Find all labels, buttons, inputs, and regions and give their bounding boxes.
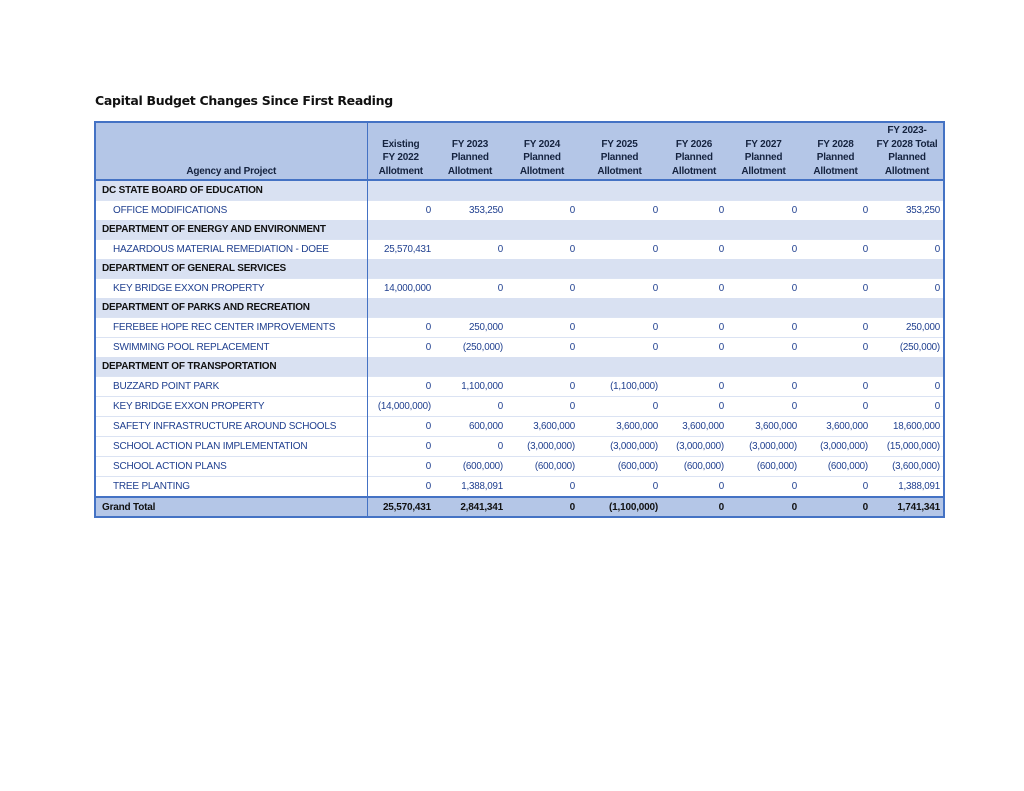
project-name: OFFICE MODIFICATIONS: [95, 201, 367, 221]
agency-row-filler: [506, 298, 578, 318]
project-value: 0: [871, 377, 944, 397]
project-value: 0: [661, 477, 727, 498]
project-value: 3,600,000: [800, 417, 871, 437]
column-header-fy2024: FY 2024 Planned Allotment: [506, 122, 578, 180]
project-value: 0: [871, 279, 944, 299]
grand-total-value: 0: [727, 497, 800, 517]
agency-row-filler: [506, 357, 578, 377]
agency-row-filler: [727, 298, 800, 318]
project-value: (3,000,000): [727, 437, 800, 457]
project-value: 0: [506, 338, 578, 358]
project-row: [95, 377, 944, 397]
project-value: 0: [578, 279, 661, 299]
project-value: 0: [367, 377, 434, 397]
agency-row-filler: [367, 220, 434, 240]
grand-total-value: 1,741,341: [871, 497, 944, 517]
project-value: 3,600,000: [727, 417, 800, 437]
agency-row-filler: [578, 298, 661, 318]
project-value: 353,250: [434, 201, 506, 221]
project-value: 0: [800, 318, 871, 338]
project-value: 0: [727, 201, 800, 221]
project-value: 1,388,091: [871, 477, 944, 498]
project-name: KEY BRIDGE EXXON PROPERTY: [95, 397, 367, 417]
project-row: [95, 338, 944, 358]
project-value: 0: [800, 279, 871, 299]
agency-row-filler: [800, 357, 871, 377]
agency-row-filler: [434, 180, 506, 201]
project-value: 0: [578, 318, 661, 338]
project-value: 0: [578, 201, 661, 221]
agency-row-filler: [434, 298, 506, 318]
grand-total-value: 2,841,341: [434, 497, 506, 517]
column-header-fy2026: FY 2026 Planned Allotment: [661, 122, 727, 180]
column-header-fy2025: FY 2025 Planned Allotment: [578, 122, 661, 180]
project-value: 0: [800, 377, 871, 397]
project-value: 0: [800, 397, 871, 417]
agency-row-filler: [800, 180, 871, 201]
project-value: (600,000): [506, 457, 578, 477]
grand-total-label: Grand Total: [95, 497, 367, 517]
table-body: [95, 180, 944, 497]
agency-row-filler: [661, 259, 727, 279]
capital-budget-table: [94, 121, 945, 518]
project-value: 0: [367, 318, 434, 338]
agency-row-filler: [367, 259, 434, 279]
project-value: 0: [661, 377, 727, 397]
grand-total-value: 25,570,431: [367, 497, 434, 517]
project-value: 0: [578, 477, 661, 498]
project-value: 0: [727, 397, 800, 417]
project-value: 0: [661, 240, 727, 260]
project-row: [95, 477, 944, 498]
project-value: 0: [578, 338, 661, 358]
project-row: [95, 279, 944, 299]
agency-name: DC STATE BOARD OF EDUCATION: [95, 180, 367, 201]
project-value: 1,100,000: [434, 377, 506, 397]
project-value: (3,000,000): [661, 437, 727, 457]
project-value: (3,000,000): [506, 437, 578, 457]
agency-row-filler: [506, 220, 578, 240]
agency-row-filler: [800, 259, 871, 279]
project-value: 0: [661, 318, 727, 338]
agency-row-filler: [578, 357, 661, 377]
project-value: 0: [578, 240, 661, 260]
agency-row: [95, 357, 944, 377]
project-name: FEREBEE HOPE REC CENTER IMPROVEMENTS: [95, 318, 367, 338]
column-header-fy2023-fy2028-total: FY 2023- FY 2028 Total Planned Allotment: [871, 122, 944, 180]
project-value: 18,600,000: [871, 417, 944, 437]
project-row: [95, 437, 944, 457]
project-value: (14,000,000): [367, 397, 434, 417]
column-header-fy2028: FY 2028 Planned Allotment: [800, 122, 871, 180]
project-value: 14,000,000: [367, 279, 434, 299]
project-value: 0: [727, 477, 800, 498]
project-name: SAFETY INFRASTRUCTURE AROUND SCHOOLS: [95, 417, 367, 437]
project-value: 0: [506, 377, 578, 397]
agency-row-filler: [727, 357, 800, 377]
project-name: SCHOOL ACTION PLAN IMPLEMENTATION: [95, 437, 367, 457]
project-value: (600,000): [661, 457, 727, 477]
project-value: 0: [800, 240, 871, 260]
agency-row-filler: [367, 298, 434, 318]
agency-row-filler: [871, 298, 944, 318]
project-row: [95, 201, 944, 221]
column-header-existing-fy2022: Existing FY 2022 Allotment: [367, 122, 434, 180]
agency-row-filler: [434, 220, 506, 240]
project-name: SCHOOL ACTION PLANS: [95, 457, 367, 477]
page-title: Capital Budget Changes Since First Reading: [95, 93, 393, 108]
project-row: [95, 397, 944, 417]
project-value: (3,000,000): [578, 437, 661, 457]
project-name: KEY BRIDGE EXXON PROPERTY: [95, 279, 367, 299]
project-value: (3,000,000): [800, 437, 871, 457]
agency-row-filler: [506, 259, 578, 279]
project-value: 0: [800, 338, 871, 358]
project-value: 0: [727, 279, 800, 299]
project-value: (3,600,000): [871, 457, 944, 477]
project-name: SWIMMING POOL REPLACEMENT: [95, 338, 367, 358]
project-value: 0: [727, 377, 800, 397]
project-value: 250,000: [871, 318, 944, 338]
project-value: 1,388,091: [434, 477, 506, 498]
project-value: 0: [871, 240, 944, 260]
project-value: 0: [506, 279, 578, 299]
project-value: 0: [578, 397, 661, 417]
project-row: [95, 457, 944, 477]
agency-row-filler: [871, 180, 944, 201]
project-value: (1,100,000): [578, 377, 661, 397]
project-value: 0: [506, 201, 578, 221]
project-value: (600,000): [800, 457, 871, 477]
agency-row: [95, 220, 944, 240]
project-value: 0: [367, 201, 434, 221]
agency-name: DEPARTMENT OF TRANSPORTATION: [95, 357, 367, 377]
project-value: 0: [871, 397, 944, 417]
agency-row: [95, 180, 944, 201]
agency-row-filler: [661, 220, 727, 240]
agency-name: DEPARTMENT OF ENERGY AND ENVIRONMENT: [95, 220, 367, 240]
project-name: BUZZARD POINT PARK: [95, 377, 367, 397]
project-value: 3,600,000: [578, 417, 661, 437]
agency-row-filler: [661, 357, 727, 377]
project-value: 600,000: [434, 417, 506, 437]
agency-row-filler: [578, 220, 661, 240]
project-value: 0: [661, 201, 727, 221]
project-value: 0: [661, 397, 727, 417]
project-name: TREE PLANTING: [95, 477, 367, 498]
agency-row-filler: [871, 259, 944, 279]
agency-row-filler: [434, 357, 506, 377]
agency-row-filler: [661, 298, 727, 318]
project-value: 0: [661, 338, 727, 358]
agency-row-filler: [506, 180, 578, 201]
project-value: 0: [727, 318, 800, 338]
project-value: 0: [506, 397, 578, 417]
agency-row-filler: [727, 220, 800, 240]
project-value: (600,000): [434, 457, 506, 477]
project-row: [95, 318, 944, 338]
project-value: 0: [367, 477, 434, 498]
agency-row-filler: [578, 259, 661, 279]
agency-name: DEPARTMENT OF PARKS AND RECREATION: [95, 298, 367, 318]
grand-total-value: (1,100,000): [578, 497, 661, 517]
project-value: 0: [434, 397, 506, 417]
project-value: 0: [506, 240, 578, 260]
column-header-agency: Agency and Project: [95, 122, 367, 180]
project-value: 0: [506, 318, 578, 338]
project-value: (15,000,000): [871, 437, 944, 457]
project-value: 0: [367, 417, 434, 437]
project-value: 0: [434, 279, 506, 299]
agency-row-filler: [661, 180, 727, 201]
table-header-row: [95, 122, 944, 180]
grand-total-value: 0: [800, 497, 871, 517]
agency-row-filler: [727, 180, 800, 201]
project-value: 25,570,431: [367, 240, 434, 260]
agency-row-filler: [871, 357, 944, 377]
project-value: 0: [367, 437, 434, 457]
project-value: 3,600,000: [506, 417, 578, 437]
project-row: [95, 417, 944, 437]
project-value: 0: [506, 477, 578, 498]
agency-name: DEPARTMENT OF GENERAL SERVICES: [95, 259, 367, 279]
column-header-fy2023: FY 2023 Planned Allotment: [434, 122, 506, 180]
project-name: HAZARDOUS MATERIAL REMEDIATION - DOEE: [95, 240, 367, 260]
project-row: [95, 240, 944, 260]
project-value: 0: [727, 338, 800, 358]
grand-total-value: 0: [506, 497, 578, 517]
project-value: 353,250: [871, 201, 944, 221]
project-value: 0: [800, 477, 871, 498]
project-value: (600,000): [727, 457, 800, 477]
agency-row-filler: [800, 220, 871, 240]
project-value: 0: [434, 240, 506, 260]
agency-row-filler: [871, 220, 944, 240]
agency-row-filler: [727, 259, 800, 279]
project-value: 3,600,000: [661, 417, 727, 437]
agency-row: [95, 259, 944, 279]
project-value: (250,000): [434, 338, 506, 358]
project-value: 0: [661, 279, 727, 299]
project-value: 0: [367, 338, 434, 358]
agency-row: [95, 298, 944, 318]
agency-row-filler: [367, 180, 434, 201]
project-value: (250,000): [871, 338, 944, 358]
project-value: 0: [800, 201, 871, 221]
project-value: 0: [367, 457, 434, 477]
project-value: 0: [727, 240, 800, 260]
agency-row-filler: [800, 298, 871, 318]
grand-total-row: [95, 497, 944, 517]
agency-row-filler: [434, 259, 506, 279]
column-header-fy2027: FY 2027 Planned Allotment: [727, 122, 800, 180]
project-value: 0: [434, 437, 506, 457]
project-value: (600,000): [578, 457, 661, 477]
agency-row-filler: [578, 180, 661, 201]
agency-row-filler: [367, 357, 434, 377]
grand-total-value: 0: [661, 497, 727, 517]
project-value: 250,000: [434, 318, 506, 338]
